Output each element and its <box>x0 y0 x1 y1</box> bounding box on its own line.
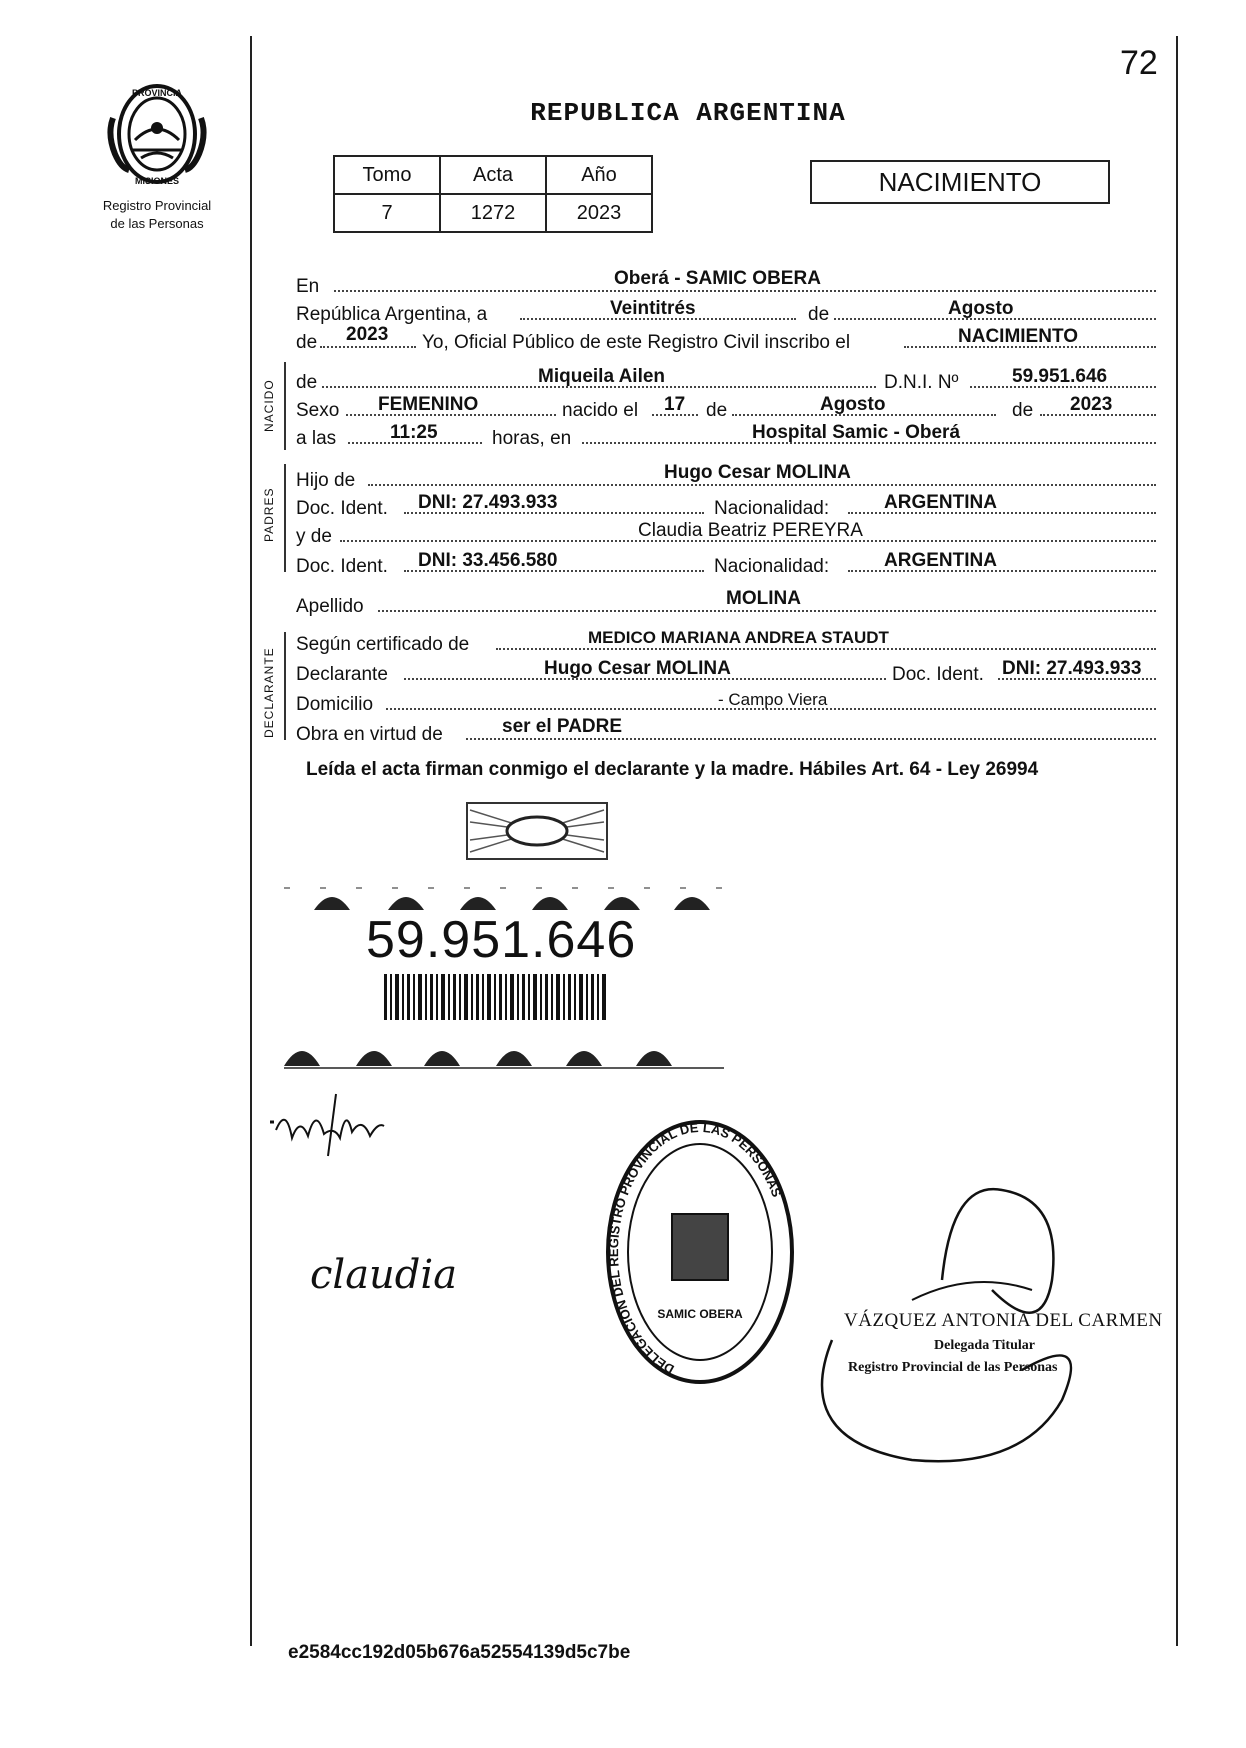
section-bracket-nacido <box>284 362 286 450</box>
section-bracket-declarante <box>284 632 286 740</box>
dotted-line <box>466 738 1156 740</box>
value-madre-doc: DNI: 33.456.580 <box>418 550 558 571</box>
value-declarante-doc: DNI: 27.493.933 <box>1002 658 1142 679</box>
value-dia-nac: 17 <box>664 394 686 415</box>
label-doc-padre: Doc. Ident. <box>296 498 388 519</box>
dotted-line <box>334 290 1156 292</box>
document-title: REPUBLICA ARGENTINA <box>530 98 846 128</box>
label-nacido-el: nacido el <box>562 400 639 421</box>
record-type-box: NACIMIENTO <box>810 160 1110 204</box>
label-domicilio: Domicilio <box>296 694 374 715</box>
label-apellido: Apellido <box>296 596 364 617</box>
value-padre: Hugo Cesar MOLINA <box>664 462 851 483</box>
security-number: 59.951.646 <box>366 911 637 969</box>
label-yo-oficial: Yo, Oficial Público de este Registro Civil inscribo el <box>422 332 851 353</box>
document-hash: e2584cc192d05b676a52554139d5c7be <box>288 1642 631 1663</box>
barcode-icon <box>384 974 606 1020</box>
value-madre-nac: ARGENTINA <box>884 550 997 571</box>
dotted-line <box>378 610 1156 612</box>
label-de-anio: de <box>296 332 318 353</box>
official-signature-flourish <box>792 1140 1112 1470</box>
official-office: Registro Provincial de las Personas <box>848 1360 1058 1375</box>
label-republica: República Argentina, a <box>296 304 488 325</box>
label-dni: D.N.I. Nº <box>884 372 959 393</box>
logo-caption-line2: de las Personas <box>110 216 204 231</box>
svg-text:PROVINCIA: PROVINCIA <box>131 88 183 98</box>
label-en: En <box>296 276 320 297</box>
official-role: Delegada Titular <box>934 1338 1035 1353</box>
dotted-line <box>368 484 1156 486</box>
value-acta: 1272 <box>440 194 546 232</box>
value-obra: ser el PADRE <box>502 716 623 737</box>
logo-caption-line1: Registro Provincial <box>102 198 212 213</box>
value-anio: 2023 <box>546 194 652 232</box>
label-obra: Obra en virtud de <box>296 724 443 745</box>
side-label-padres: PADRES <box>262 487 276 542</box>
misiones-seal-icon <box>105 78 209 190</box>
value-certificado: MEDICO MARIANA ANDREA STAUDT <box>588 628 889 647</box>
value-mes-nac: Agosto <box>820 394 886 415</box>
label-sexo: Sexo <box>296 400 340 421</box>
label-de-mes: de <box>706 400 728 421</box>
value-nombre: Miqueila Ailen <box>538 366 666 387</box>
value-madre: Claudia Beatriz PEREYRA <box>638 520 863 541</box>
value-tomo: 7 <box>334 194 440 232</box>
label-doc-madre: Doc. Ident. <box>296 556 388 577</box>
header-anio: Año <box>546 156 652 194</box>
dotted-line <box>496 648 1156 650</box>
value-lugar-nac: Hospital Samic - Oberá <box>752 422 961 443</box>
value-declarante: Hugo Cesar MOLINA <box>544 658 731 679</box>
stamp-circle-text: DELEGACIÓN DEL REGISTRO PROVINCIAL DE LAS PERSONAS <box>606 1119 785 1378</box>
label-y-de: y de <box>296 526 332 547</box>
label-de-anio-nac: de <box>1012 400 1034 421</box>
value-anio-nac: 2023 <box>1070 394 1113 415</box>
value-acto: NACIMIENTO <box>958 326 1078 347</box>
value-dni: 59.951.646 <box>1012 366 1108 387</box>
value-hora: 11:25 <box>390 422 438 443</box>
label-doc-declarante: Doc. Ident. <box>892 664 984 685</box>
label-hijo-de: Hijo de <box>296 470 356 491</box>
label-a-las: a las <box>296 428 337 449</box>
legal-note: Leída el acta firman conmigo el declarante y la madre. Hábiles Art. 64 - Ley 26994 <box>306 759 1039 780</box>
value-domicilio: - Campo Viera <box>718 690 828 709</box>
value-padre-nac: ARGENTINA <box>884 492 997 513</box>
svg-text:MISIONES: MISIONES <box>134 176 180 186</box>
official-name: VÁZQUEZ ANTONIA DEL CARMEN <box>844 1310 1163 1331</box>
label-de-nombre: de <box>296 372 318 393</box>
reference-table <box>333 155 653 233</box>
registry-round-stamp <box>600 1112 800 1392</box>
left-margin-line <box>250 36 252 1646</box>
right-margin-line <box>1176 36 1178 1646</box>
stamp-circle-bottom: SAMIC OBERA <box>657 1307 743 1321</box>
security-pattern-bottom <box>284 1030 724 1070</box>
label-segun-certificado: Según certificado de <box>296 634 470 655</box>
value-padre-doc: DNI: 27.493.933 <box>418 492 558 513</box>
value-lugar: Oberá - SAMIC OBERA <box>614 268 821 289</box>
dotted-line <box>320 346 416 348</box>
page-number: 72 <box>1120 44 1158 82</box>
header-acta: Acta <box>440 156 546 194</box>
value-apellido: MOLINA <box>726 588 801 609</box>
section-bracket-padres <box>284 464 286 572</box>
label-nac-padre: Nacionalidad: <box>714 498 830 519</box>
side-label-declarante: DECLARANTE <box>262 647 276 738</box>
declarant-signature <box>266 1086 396 1166</box>
mother-signature: claudia <box>310 1252 458 1298</box>
label-declarante: Declarante <box>296 664 388 685</box>
value-mes: Agosto <box>948 298 1014 319</box>
header-tomo: Tomo <box>334 156 440 194</box>
label-nac-madre: Nacionalidad: <box>714 556 830 577</box>
side-label-nacido: NACIDO <box>262 379 276 432</box>
value-sexo: FEMENINO <box>378 394 479 415</box>
value-anio: 2023 <box>346 324 389 345</box>
value-dia-letras: Veintitrés <box>610 298 696 319</box>
label-de: de <box>808 304 830 325</box>
label-horas-en: horas, en <box>492 428 572 449</box>
security-hologram-icon <box>466 802 608 860</box>
